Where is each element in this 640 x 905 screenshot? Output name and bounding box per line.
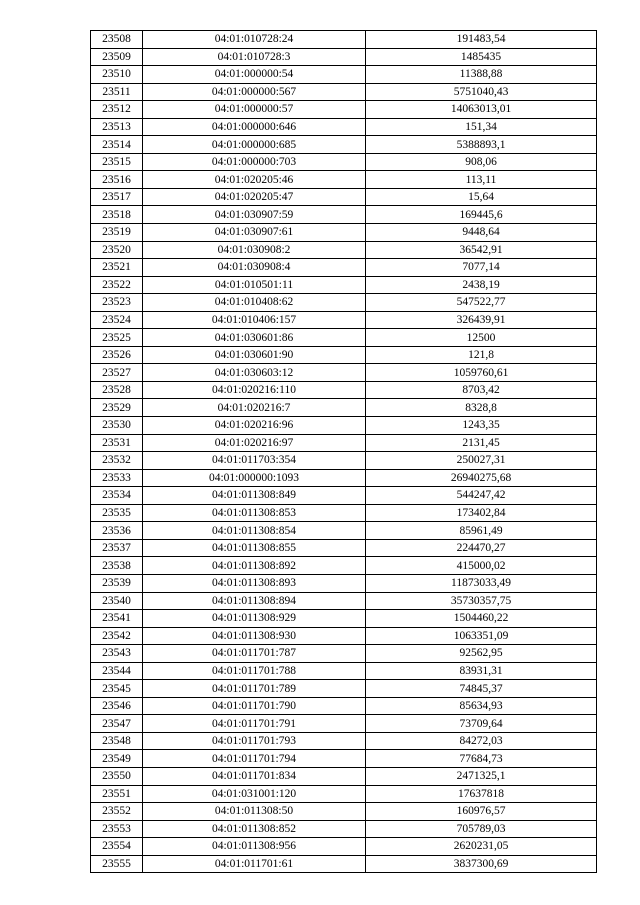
table-row [91, 153, 597, 171]
value-cell: 73709,64 [366, 715, 597, 733]
value-cell: 12500 [366, 329, 597, 347]
value-cell: 121,8 [366, 346, 597, 364]
cadastral-number-cell: 04:01:000000:703 [143, 153, 366, 171]
row-number-cell: 23540 [91, 592, 143, 610]
row-number-cell: 23531 [91, 434, 143, 452]
cadastral-number-cell: 04:01:010728:3 [143, 48, 366, 66]
cadastral-number-cell: 04:01:011701:791 [143, 715, 366, 733]
cadastral-number-cell: 04:01:020205:47 [143, 188, 366, 206]
cadastral-number-cell: 04:01:011701:790 [143, 697, 366, 715]
row-number-cell: 23523 [91, 294, 143, 312]
value-cell: 705789,03 [366, 820, 597, 838]
cadastral-number-cell: 04:01:010406:157 [143, 311, 366, 329]
value-cell: 2131,45 [366, 434, 597, 452]
value-cell: 160976,57 [366, 803, 597, 821]
row-number-cell: 23513 [91, 118, 143, 136]
table-row [91, 504, 597, 522]
cadastral-number-cell: 04:01:011701:61 [143, 855, 366, 873]
row-number-cell: 23555 [91, 855, 143, 873]
table-row [91, 645, 597, 663]
table-row [91, 452, 597, 470]
table-row [91, 838, 597, 856]
cadastral-number-cell: 04:01:000000:646 [143, 118, 366, 136]
value-cell: 5388893,1 [366, 136, 597, 154]
cadastral-number-cell: 04:01:000000:567 [143, 83, 366, 101]
table-row [91, 364, 597, 382]
value-cell: 250027,31 [366, 452, 597, 470]
value-cell: 415000,02 [366, 557, 597, 575]
value-cell: 77684,73 [366, 750, 597, 768]
table-row [91, 329, 597, 347]
cadastral-number-cell: 04:01:011308:855 [143, 539, 366, 557]
table-row [91, 767, 597, 785]
value-cell: 26940275,68 [366, 469, 597, 487]
table-row [91, 276, 597, 294]
table-row [91, 101, 597, 119]
value-cell: 8703,42 [366, 381, 597, 399]
value-cell: 1243,35 [366, 417, 597, 435]
cadastral-number-cell: 04:01:011308:854 [143, 522, 366, 540]
value-cell: 2620231,05 [366, 838, 597, 856]
value-cell: 544247,42 [366, 487, 597, 505]
value-cell: 85961,49 [366, 522, 597, 540]
cadastral-number-cell: 04:01:011308:894 [143, 592, 366, 610]
value-cell: 326439,91 [366, 311, 597, 329]
cadastral-number-cell: 04:01:020205:46 [143, 171, 366, 189]
cadastral-number-cell: 04:01:011701:787 [143, 645, 366, 663]
table-row [91, 171, 597, 189]
table-row [91, 539, 597, 557]
value-cell: 1063351,09 [366, 627, 597, 645]
table-row [91, 417, 597, 435]
row-number-cell: 23530 [91, 417, 143, 435]
cadastral-number-cell: 04:01:010408:62 [143, 294, 366, 312]
table-row [91, 31, 597, 49]
table-row [91, 627, 597, 645]
row-number-cell: 23526 [91, 346, 143, 364]
table-row [91, 48, 597, 66]
cadastral-number-cell: 04:01:011308:50 [143, 803, 366, 821]
cadastral-value-table [90, 30, 597, 873]
table-row [91, 680, 597, 698]
row-number-cell: 23514 [91, 136, 143, 154]
cadastral-number-cell: 04:01:020216:97 [143, 434, 366, 452]
value-cell: 1059760,61 [366, 364, 597, 382]
cadastral-number-cell: 04:01:011308:849 [143, 487, 366, 505]
row-number-cell: 23521 [91, 259, 143, 277]
value-cell: 9448,64 [366, 224, 597, 242]
cadastral-number-cell: 04:01:011308:892 [143, 557, 366, 575]
table-row [91, 346, 597, 364]
cadastral-number-cell: 04:01:011701:793 [143, 732, 366, 750]
cadastral-number-cell: 04:01:000000:1093 [143, 469, 366, 487]
table-row [91, 188, 597, 206]
row-number-cell: 23510 [91, 66, 143, 84]
value-cell: 173402,84 [366, 504, 597, 522]
table-row [91, 118, 597, 136]
cadastral-number-cell: 04:01:011701:789 [143, 680, 366, 698]
table-row [91, 66, 597, 84]
row-number-cell: 23545 [91, 680, 143, 698]
row-number-cell: 23527 [91, 364, 143, 382]
value-cell: 11873033,49 [366, 574, 597, 592]
cadastral-number-cell: 04:01:000000:54 [143, 66, 366, 84]
value-cell: 191483,54 [366, 31, 597, 49]
cadastral-number-cell: 04:01:020216:7 [143, 399, 366, 417]
cadastral-number-cell: 04:01:020216:96 [143, 417, 366, 435]
value-cell: 224470,27 [366, 539, 597, 557]
table-row [91, 83, 597, 101]
value-cell: 83931,31 [366, 662, 597, 680]
table-row [91, 224, 597, 242]
row-number-cell: 23522 [91, 276, 143, 294]
row-number-cell: 23549 [91, 750, 143, 768]
cadastral-number-cell: 04:01:011308:930 [143, 627, 366, 645]
row-number-cell: 23508 [91, 31, 143, 49]
row-number-cell: 23552 [91, 803, 143, 821]
value-cell: 7077,14 [366, 259, 597, 277]
cadastral-number-cell: 04:01:010501:11 [143, 276, 366, 294]
cadastral-number-cell: 04:01:010728:24 [143, 31, 366, 49]
cadastral-number-cell: 04:01:030603:12 [143, 364, 366, 382]
value-cell: 908,06 [366, 153, 597, 171]
table-row [91, 820, 597, 838]
cadastral-number-cell: 04:01:011701:834 [143, 767, 366, 785]
table-row [91, 715, 597, 733]
cadastral-number-cell: 04:01:011308:852 [143, 820, 366, 838]
row-number-cell: 23532 [91, 452, 143, 470]
row-number-cell: 23518 [91, 206, 143, 224]
row-number-cell: 23542 [91, 627, 143, 645]
table-row [91, 487, 597, 505]
table-row [91, 855, 597, 873]
value-cell: 547522,77 [366, 294, 597, 312]
cadastral-number-cell: 04:01:011701:794 [143, 750, 366, 768]
row-number-cell: 23550 [91, 767, 143, 785]
cadastral-number-cell: 04:01:000000:57 [143, 101, 366, 119]
table-row [91, 785, 597, 803]
row-number-cell: 23554 [91, 838, 143, 856]
cadastral-number-cell: 04:01:011703:354 [143, 452, 366, 470]
value-cell: 5751040,43 [366, 83, 597, 101]
table-body [91, 31, 597, 873]
row-number-cell: 23548 [91, 732, 143, 750]
table-row [91, 522, 597, 540]
value-cell: 2471325,1 [366, 767, 597, 785]
row-number-cell: 23534 [91, 487, 143, 505]
row-number-cell: 23538 [91, 557, 143, 575]
value-cell: 113,11 [366, 171, 597, 189]
table-row [91, 750, 597, 768]
row-number-cell: 23535 [91, 504, 143, 522]
cadastral-number-cell: 04:01:000000:685 [143, 136, 366, 154]
row-number-cell: 23547 [91, 715, 143, 733]
table-row [91, 381, 597, 399]
cadastral-number-cell: 04:01:031001:120 [143, 785, 366, 803]
value-cell: 1504460,22 [366, 610, 597, 628]
cadastral-number-cell: 04:01:030601:86 [143, 329, 366, 347]
table-row [91, 206, 597, 224]
cadastral-number-cell: 04:01:030907:61 [143, 224, 366, 242]
table-row [91, 662, 597, 680]
value-cell: 11388,88 [366, 66, 597, 84]
value-cell: 169445,6 [366, 206, 597, 224]
row-number-cell: 23537 [91, 539, 143, 557]
row-number-cell: 23544 [91, 662, 143, 680]
value-cell: 8328,8 [366, 399, 597, 417]
row-number-cell: 23543 [91, 645, 143, 663]
value-cell: 84272,03 [366, 732, 597, 750]
table-row [91, 241, 597, 259]
row-number-cell: 23515 [91, 153, 143, 171]
cadastral-number-cell: 04:01:030908:2 [143, 241, 366, 259]
value-cell: 3837300,69 [366, 855, 597, 873]
value-cell: 2438,19 [366, 276, 597, 294]
table-row [91, 469, 597, 487]
table-row [91, 610, 597, 628]
row-number-cell: 23520 [91, 241, 143, 259]
row-number-cell: 23524 [91, 311, 143, 329]
table-row [91, 592, 597, 610]
row-number-cell: 23539 [91, 574, 143, 592]
row-number-cell: 23551 [91, 785, 143, 803]
row-number-cell: 23546 [91, 697, 143, 715]
cadastral-number-cell: 04:01:011308:893 [143, 574, 366, 592]
value-cell: 74845,37 [366, 680, 597, 698]
cadastral-number-cell: 04:01:020216:110 [143, 381, 366, 399]
cadastral-number-cell: 04:01:011308:853 [143, 504, 366, 522]
table-row [91, 574, 597, 592]
row-number-cell: 23528 [91, 381, 143, 399]
row-number-cell: 23516 [91, 171, 143, 189]
row-number-cell: 23553 [91, 820, 143, 838]
value-cell: 36542,91 [366, 241, 597, 259]
value-cell: 151,34 [366, 118, 597, 136]
table-row [91, 434, 597, 452]
table-row [91, 294, 597, 312]
row-number-cell: 23533 [91, 469, 143, 487]
table-row [91, 399, 597, 417]
row-number-cell: 23541 [91, 610, 143, 628]
cadastral-number-cell: 04:01:011308:956 [143, 838, 366, 856]
value-cell: 85634,93 [366, 697, 597, 715]
table-row [91, 557, 597, 575]
row-number-cell: 23512 [91, 101, 143, 119]
table-row [91, 803, 597, 821]
cadastral-number-cell: 04:01:030907:59 [143, 206, 366, 224]
value-cell: 17637818 [366, 785, 597, 803]
row-number-cell: 23536 [91, 522, 143, 540]
cadastral-number-cell: 04:01:011308:929 [143, 610, 366, 628]
table-row [91, 732, 597, 750]
value-cell: 35730357,75 [366, 592, 597, 610]
table-row [91, 259, 597, 277]
row-number-cell: 23511 [91, 83, 143, 101]
value-cell: 92562,95 [366, 645, 597, 663]
row-number-cell: 23517 [91, 188, 143, 206]
row-number-cell: 23525 [91, 329, 143, 347]
table-row [91, 697, 597, 715]
value-cell: 15,64 [366, 188, 597, 206]
row-number-cell: 23509 [91, 48, 143, 66]
table-row [91, 311, 597, 329]
value-cell: 1485435 [366, 48, 597, 66]
table-row [91, 136, 597, 154]
row-number-cell: 23529 [91, 399, 143, 417]
cadastral-number-cell: 04:01:030908:4 [143, 259, 366, 277]
value-cell: 14063013,01 [366, 101, 597, 119]
cadastral-number-cell: 04:01:011701:788 [143, 662, 366, 680]
row-number-cell: 23519 [91, 224, 143, 242]
cadastral-number-cell: 04:01:030601:90 [143, 346, 366, 364]
